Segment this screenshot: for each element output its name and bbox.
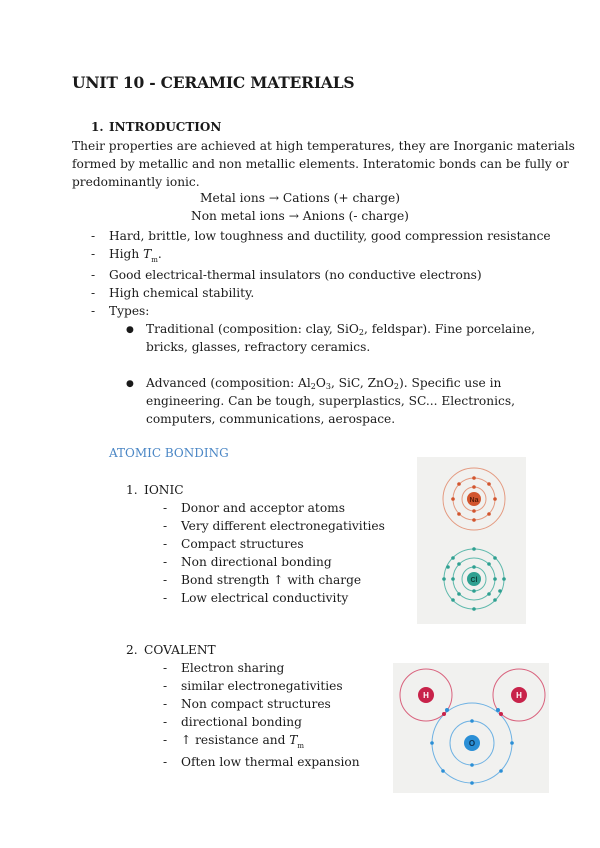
melting-temp-subscript: m: [297, 742, 305, 750]
dash-bullet: -: [91, 268, 96, 282]
property-item: [91, 284, 254, 302]
property-text: High chemical stability.: [109, 286, 255, 300]
type-text: , SiC, ZnO: [330, 376, 394, 390]
list-number: 2.: [126, 643, 138, 657]
melting-temp-symbol: T: [143, 247, 152, 261]
property-text: High: [109, 247, 144, 261]
intro-line-2: formed by metallic and non metallic elements. Interatomic bonds can be fully or: [72, 157, 569, 171]
dash-bullet: -: [91, 229, 96, 243]
subscript: 2: [393, 382, 399, 391]
property-text: Types:: [109, 304, 150, 318]
list-number: 1.: [126, 483, 138, 497]
ionic-item-text: Very different electronegativities: [181, 519, 385, 533]
type-text: ). Specific use in: [398, 376, 502, 390]
ionic-heading: [126, 481, 184, 499]
ionic-item: [163, 571, 361, 589]
dash-bullet: -: [163, 555, 168, 569]
bullet-dot: ●: [126, 379, 134, 389]
covalent-item: [163, 731, 304, 755]
dash-bullet: -: [163, 733, 168, 747]
intro-line-3: predominantly ionic.: [72, 175, 200, 189]
ionic-bond-diagram: [417, 457, 526, 624]
subscript: 2: [310, 382, 316, 391]
covalent-item: [163, 677, 343, 695]
property-item: [91, 266, 482, 284]
dash-bullet: -: [163, 755, 168, 769]
list-label: IONIC: [144, 483, 184, 497]
property-item: [91, 227, 551, 245]
dash-bullet: -: [163, 715, 168, 729]
covalent-item: [163, 695, 331, 713]
page-title: UNIT 10 - CERAMIC MATERIALS: [72, 73, 355, 92]
covalent-bond-diagram: [393, 663, 549, 793]
cations-line: Metal ions → Cations (+ charge): [199, 191, 400, 205]
ionic-item: [163, 553, 332, 571]
type-text: Traditional (composition: clay, SiO: [146, 322, 359, 336]
o-label: O: [468, 739, 476, 748]
sodium-atom: [443, 468, 505, 530]
covalent-item-text: Often low thermal expansion: [181, 755, 360, 769]
type-text: O: [315, 376, 326, 390]
covalent-item: [163, 753, 360, 771]
ionic-item-text: Low electrical conductivity: [181, 591, 349, 605]
covalent-item-text: Non compact structures: [181, 697, 331, 711]
type-item-advanced-line3: computers, communications, aerospace.: [146, 412, 396, 426]
h-label-right: H: [516, 691, 522, 700]
dash-bullet: -: [91, 247, 96, 261]
covalent-heading: [126, 641, 216, 659]
type-text: Advanced (composition: Al: [146, 376, 311, 390]
section-heading-introduction: [91, 120, 221, 134]
na-label: Na: [469, 497, 479, 504]
bullet-dot: ●: [126, 325, 134, 335]
ionic-item-text: Donor and acceptor atoms: [181, 501, 345, 515]
dash-bullet: -: [163, 679, 168, 693]
cl-label: Cl: [470, 577, 478, 584]
dash-bullet: -: [163, 591, 168, 605]
ionic-item-text: Compact structures: [181, 537, 304, 551]
property-text: Good electrical-thermal insulators (no conductive electrons): [109, 268, 482, 282]
atomic-bonding-heading: ATOMIC BONDING: [109, 446, 229, 460]
covalent-item-text: similar electronegativities: [181, 679, 343, 693]
anions-line: Non metal ions → Anions (- charge): [191, 209, 409, 223]
list-label: COVALENT: [144, 643, 216, 657]
covalent-item-text: ↑ resistance and: [181, 733, 290, 747]
type-text: , feldspar). Fine porcelaine,: [364, 322, 536, 336]
covalent-item: [163, 713, 302, 731]
melting-temp-symbol: T: [289, 733, 298, 747]
ionic-item: [163, 499, 345, 517]
section-title: INTRODUCTION: [109, 120, 222, 134]
h-label-left: H: [423, 691, 429, 700]
ionic-item-text: Non directional bonding: [181, 555, 332, 569]
ionic-item-text: Bond strength ↑ with charge: [181, 573, 362, 587]
dash-bullet: -: [163, 661, 168, 675]
subscript: 2: [358, 328, 365, 337]
h2o-diagram-svg: [393, 663, 549, 793]
intro-line-1: Their properties are achieved at high temperatures, they are Inorganic materials: [72, 139, 575, 153]
dash-bullet: -: [91, 304, 96, 318]
dash-bullet: -: [163, 519, 168, 533]
section-number: 1.: [91, 120, 104, 134]
nacl-diagram-svg: [417, 457, 526, 624]
hydrogen-atom-left: [400, 669, 452, 721]
property-item: [91, 302, 149, 320]
hydrogen-atom-right: [493, 669, 545, 721]
dash-bullet: -: [163, 537, 168, 551]
property-text: Hard, brittle, low toughness and ductility, good compression resistance: [109, 229, 551, 243]
subscript: 3: [325, 382, 331, 391]
covalent-item: [163, 659, 284, 677]
property-text: .: [157, 247, 162, 261]
ionic-item: [163, 589, 348, 607]
dash-bullet: -: [163, 501, 168, 515]
dash-bullet: -: [91, 286, 96, 300]
type-item-traditional-line2: bricks, glasses, refractory ceramics.: [146, 340, 371, 354]
covalent-item-text: directional bonding: [181, 715, 302, 729]
dash-bullet: -: [163, 697, 168, 711]
type-item-advanced-line2: engineering. Can be tough, superplastics, SC... Electronics,: [146, 394, 515, 408]
melting-temp-subscript: m: [151, 256, 158, 264]
ionic-item: [163, 535, 304, 553]
ionic-item: [163, 517, 385, 535]
dash-bullet: -: [163, 573, 168, 587]
chlorine-atom: [442, 547, 506, 611]
covalent-item-text: Electron sharing: [181, 661, 285, 675]
